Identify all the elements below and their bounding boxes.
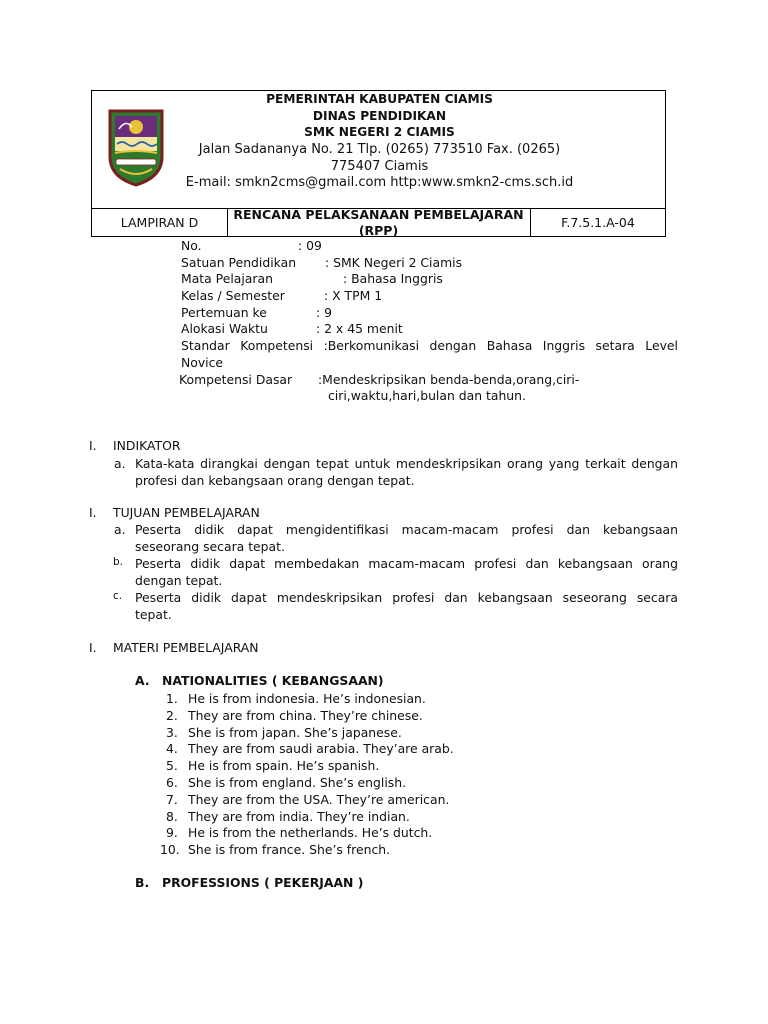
tujuan-item-line: Peserta didik dapat mengidentifikasi macam-macam profesi dan kebangsaan — [135, 522, 678, 537]
list-number: 9. — [166, 825, 178, 841]
info-satuan-label: Satuan Pendidikan — [181, 255, 297, 270]
header-department: DINAS PENDIDIKAN — [312, 109, 447, 123]
info-alokasi-label: Alokasi Waktu — [181, 321, 268, 336]
list-item: He is from spain. He’s spanish. — [188, 758, 380, 774]
indikator-item-line: Kata-kata dirangkai dengan tepat untuk mendeskripsikan orang yang terkait dengan — [135, 456, 678, 471]
rpp-abbrev: (RPP) — [358, 223, 399, 238]
info-mapel-value: : Bahasa Inggris — [343, 271, 443, 286]
section-indikator-title: INDIKATOR — [113, 438, 181, 453]
info-kd-label: Kompetensi Dasar — [179, 372, 293, 387]
tujuan-item-line: Peserta didik dapat mendeskripsikan profesi dan kebangsaan seseorang secara — [135, 590, 678, 605]
section-tujuan-title: TUJUAN PEMBELAJARAN — [113, 505, 260, 520]
section-number: I. — [89, 438, 97, 453]
info-standar-kompetensi: Standar Kompetensi :Berkomunikasi dengan Bahasa Inggris setara Level — [181, 338, 678, 353]
list-marker: c. — [113, 590, 123, 602]
list-item: She is from france. She’s french. — [188, 842, 391, 858]
info-kd-value: :Mendeskripsikan benda-benda,orang,ciri- — [318, 372, 580, 387]
subsection-nationalities-title: NATIONALITIES ( KEBANGSAAN) — [162, 673, 384, 688]
list-item: She is from japan. She’s japanese. — [188, 724, 402, 740]
tujuan-item-line: Peserta didik dapat membedakan macam-macam profesi dan kebangsaan orang — [135, 556, 678, 571]
tujuan-item-line: tepat. — [135, 607, 172, 622]
list-item: He is from indonesia. He’s indonesian. — [188, 691, 426, 706]
list-number: 1. — [166, 691, 178, 706]
section-number: I. — [89, 640, 97, 655]
info-kd-cont: ciri,waktu,hari,bulan dan tahun. — [328, 388, 526, 403]
rpp-title: RENCANA PELAKSANAAN PEMBELAJARAN — [233, 207, 524, 222]
info-kelas-label: Kelas / Semester — [181, 288, 285, 303]
letterhead-box — [91, 90, 666, 237]
subsection-professions-title: PROFESSIONS ( PEKERJAAN ) — [162, 875, 364, 890]
list-item: He is from the netherlands. He’s dutch. — [188, 825, 433, 841]
list-number: 7. — [166, 791, 178, 807]
list-item: They are from india. They’re indian. — [188, 808, 410, 824]
header-school: SMK NEGERI 2 CIAMIS — [304, 125, 455, 139]
list-number: 5. — [166, 758, 178, 774]
tujuan-item-line: dengan tepat. — [135, 573, 223, 588]
list-item: They are from saudi arabia. They’are arab. — [188, 741, 454, 757]
section-materi-title: MATERI PEMBELAJARAN — [113, 640, 259, 655]
list-number: 3. — [166, 724, 178, 740]
list-item: They are from the USA. They’re american. — [188, 791, 450, 807]
header-email: E-mail: smkn2cms@gmail.com http:www.smkn2-cms.sch.id — [185, 175, 574, 190]
info-mapel-label: Mata Pelajaran — [181, 271, 273, 286]
list-number: 2. — [166, 707, 178, 723]
header-address-city: 775407 Ciamis — [330, 159, 429, 174]
list-number: 8. — [166, 808, 178, 824]
info-kelas-value: : X TPM 1 — [324, 288, 383, 303]
info-pertemuan-value: : 9 — [316, 305, 332, 320]
list-marker: a. — [114, 456, 126, 471]
info-pertemuan-label: Pertemuan ke — [181, 305, 267, 320]
list-marker: b. — [113, 556, 124, 568]
info-no-label: No. — [181, 238, 202, 253]
header-government: PEMERINTAH KABUPATEN CIAMIS — [266, 92, 493, 106]
lampiran-cell: LAMPIRAN D — [120, 215, 199, 230]
list-number: 4. — [166, 741, 178, 757]
form-code: F.7.5.1.A-04 — [561, 215, 635, 230]
list-item: They are from china. They’re chinese. — [188, 707, 423, 723]
header-address: Jalan Sadananya No. 21 Tlp. (0265) 773510 Fax. (0265) — [198, 142, 561, 157]
info-standar-kompetensi-cont: Novice — [181, 355, 224, 370]
info-alokasi-value: : 2 x 45 menit — [316, 321, 403, 336]
list-marker: a. — [114, 522, 126, 537]
indikator-item-line: profesi dan kebangsaan orang dengan tepat. — [135, 473, 415, 488]
subsection-marker: A. — [135, 673, 150, 688]
list-number: 6. — [166, 775, 178, 790]
list-number: 10. — [160, 842, 180, 858]
tujuan-item-line: seseorang secara tepat. — [135, 539, 285, 554]
section-number: I. — [89, 505, 97, 520]
info-satuan-value: : SMK Negeri 2 Ciamis — [325, 255, 463, 270]
list-item: She is from england. She’s english. — [188, 775, 407, 790]
info-no-value: : 09 — [298, 238, 322, 253]
subsection-marker: B. — [135, 875, 150, 890]
